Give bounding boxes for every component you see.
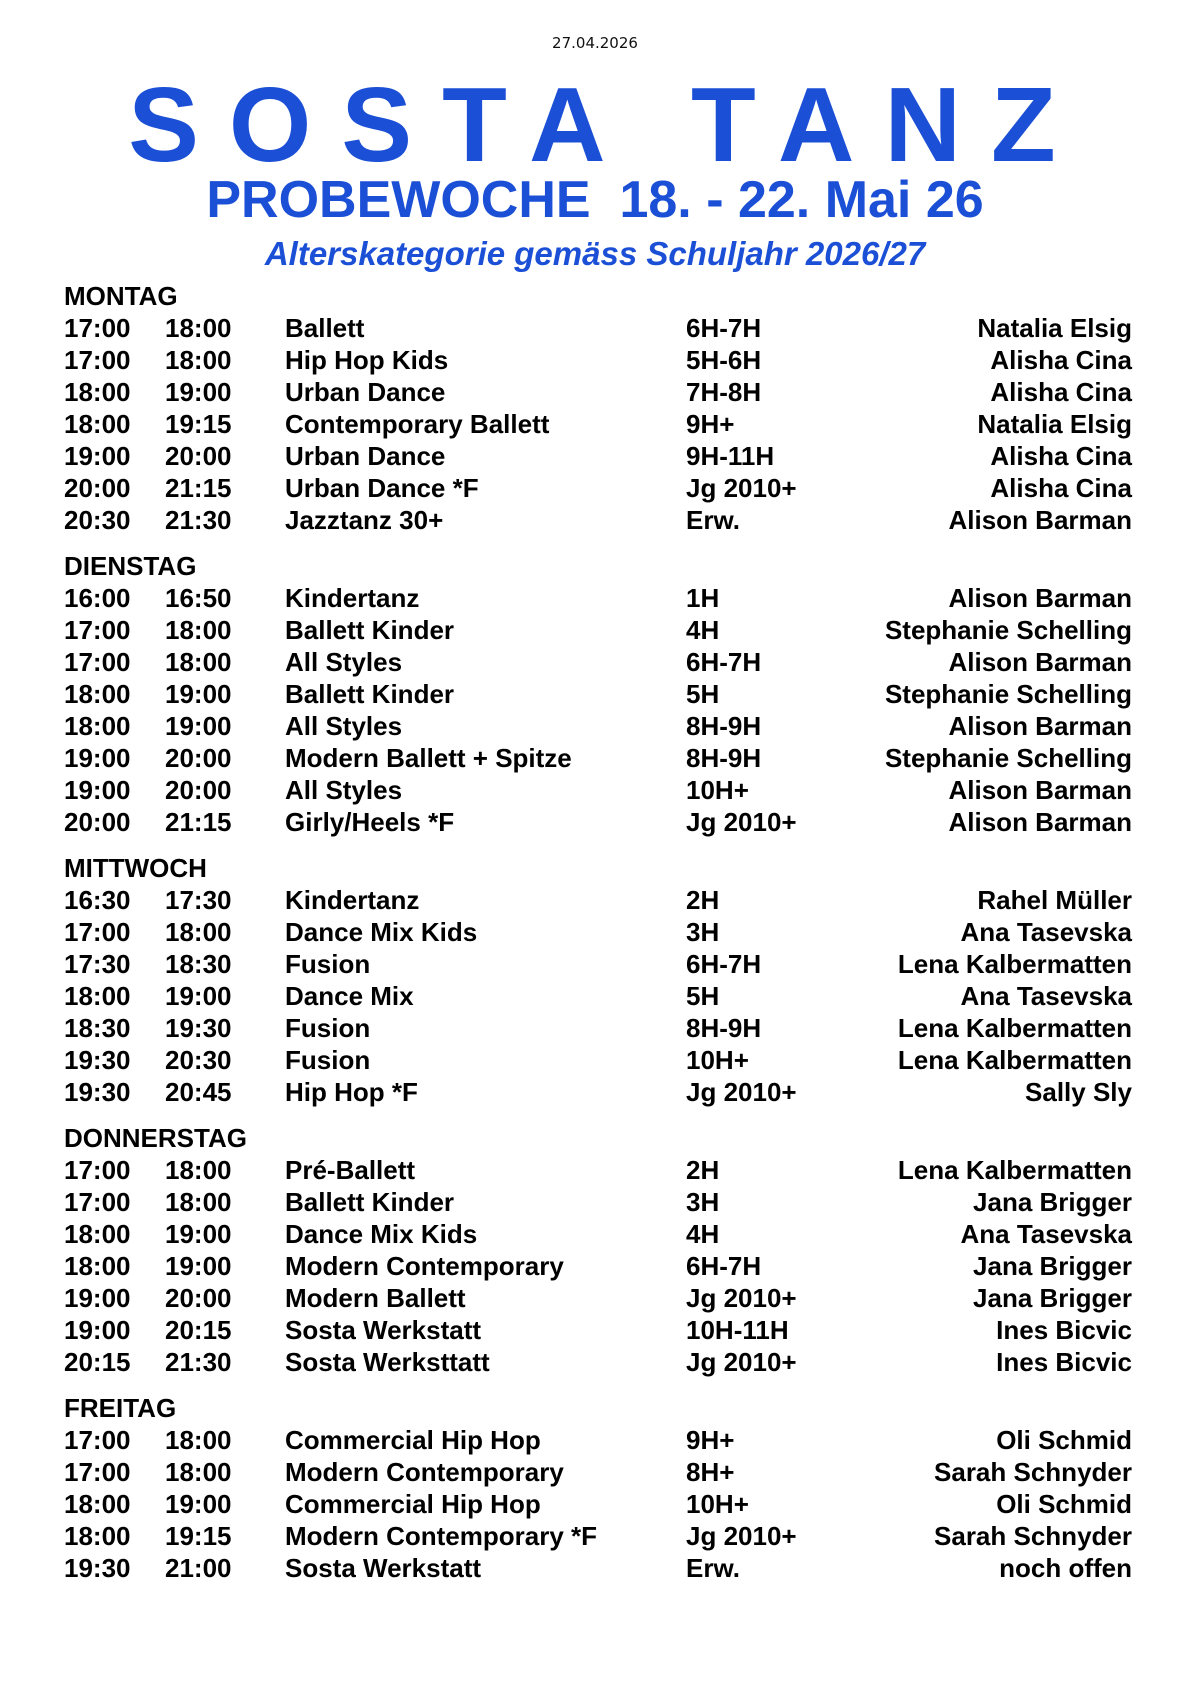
teacher-name: Sarah Schnyder bbox=[934, 1457, 1132, 1487]
class-row bbox=[64, 1314, 1136, 1346]
weekly-schedule bbox=[64, 280, 1136, 1598]
day-section-montag bbox=[64, 280, 1136, 536]
page-title: SOSTA TANZ bbox=[128, 66, 1086, 184]
class-row bbox=[64, 1520, 1136, 1552]
age-category: Jg 2010+ bbox=[686, 807, 797, 837]
end-time: 21:00 bbox=[165, 1553, 232, 1583]
end-time: 18:00 bbox=[165, 647, 232, 677]
start-time: 18:00 bbox=[64, 1489, 131, 1519]
start-time: 19:00 bbox=[64, 1283, 131, 1313]
class-row bbox=[64, 884, 1136, 916]
teacher-name: Alisha Cina bbox=[990, 473, 1132, 503]
teacher-name: Lena Kalbermatten bbox=[897, 1045, 1132, 1075]
course-name: Ballett Kinder bbox=[285, 615, 455, 645]
end-time: 19:00 bbox=[165, 377, 232, 407]
course-name: Contemporary Ballett bbox=[285, 409, 550, 439]
end-time: 20:45 bbox=[165, 1077, 232, 1107]
age-category: 9H+ bbox=[686, 1425, 735, 1455]
age-category: Jg 2010+ bbox=[686, 1077, 797, 1107]
age-category-note: Alterskategorie gemäss Schuljahr 2026/27 bbox=[264, 235, 926, 272]
end-time: 20:15 bbox=[165, 1315, 232, 1345]
class-row bbox=[64, 1250, 1136, 1282]
day-heading: FREITAG bbox=[64, 1393, 177, 1423]
start-time: 17:00 bbox=[64, 1187, 131, 1217]
teacher-name: Jana Brigger bbox=[973, 1187, 1132, 1217]
course-name: Pré-Ballett bbox=[285, 1155, 416, 1185]
start-time: 18:00 bbox=[64, 711, 131, 741]
start-time: 20:15 bbox=[64, 1347, 131, 1377]
start-time: 16:30 bbox=[64, 885, 131, 915]
teacher-name: Sarah Schnyder bbox=[934, 1521, 1132, 1551]
teacher-name: noch offen bbox=[999, 1553, 1132, 1583]
age-category: 6H-7H bbox=[686, 313, 762, 343]
start-time: 16:00 bbox=[64, 583, 131, 613]
class-row bbox=[64, 916, 1136, 948]
course-name: Modern Contemporary *F bbox=[285, 1521, 598, 1551]
teacher-name: Ana Tasevska bbox=[960, 1219, 1132, 1249]
course-name: All Styles bbox=[285, 647, 403, 677]
start-time: 17:00 bbox=[64, 1457, 131, 1487]
class-row bbox=[64, 1488, 1136, 1520]
age-category: Jg 2010+ bbox=[686, 1283, 797, 1313]
day-section-freitag bbox=[64, 1392, 1136, 1584]
start-time: 19:30 bbox=[64, 1553, 131, 1583]
age-category: 9H+ bbox=[686, 409, 735, 439]
age-category: 8H-9H bbox=[686, 711, 762, 741]
teacher-name: Ana Tasevska bbox=[960, 981, 1132, 1011]
course-name: Modern Contemporary bbox=[285, 1457, 564, 1487]
teacher-name: Stephanie Schelling bbox=[884, 615, 1132, 645]
start-time: 18:00 bbox=[64, 1251, 131, 1281]
age-category: 5H bbox=[686, 981, 720, 1011]
age-category: 2H bbox=[686, 1155, 720, 1185]
day-heading: MITTWOCH bbox=[64, 853, 207, 883]
class-row bbox=[64, 1186, 1136, 1218]
class-row bbox=[64, 440, 1136, 472]
age-category: 8H-9H bbox=[686, 1013, 762, 1043]
start-time: 19:00 bbox=[64, 775, 131, 805]
age-category: 5H bbox=[686, 679, 720, 709]
end-time: 19:00 bbox=[165, 1489, 232, 1519]
course-name: Commercial Hip Hop bbox=[285, 1489, 541, 1519]
teacher-name: Alisha Cina bbox=[990, 441, 1132, 471]
teacher-name: Natalia Elsig bbox=[977, 313, 1132, 343]
course-name: Modern Contemporary bbox=[285, 1251, 564, 1281]
end-time: 18:00 bbox=[165, 345, 232, 375]
course-name: Ballett Kinder bbox=[285, 679, 455, 709]
teacher-name: Jana Brigger bbox=[973, 1283, 1132, 1313]
start-time: 18:00 bbox=[64, 679, 131, 709]
start-time: 19:30 bbox=[64, 1045, 131, 1075]
start-time: 17:00 bbox=[64, 313, 131, 343]
class-row bbox=[64, 948, 1136, 980]
end-time: 20:00 bbox=[165, 775, 232, 805]
day-section-mittwoch bbox=[64, 852, 1136, 1108]
start-time: 19:30 bbox=[64, 1077, 131, 1107]
age-category: 8H+ bbox=[686, 1457, 735, 1487]
start-time: 17:00 bbox=[64, 1155, 131, 1185]
course-name: Sosta Werksttatt bbox=[285, 1347, 490, 1377]
teacher-name: Alison Barman bbox=[948, 505, 1132, 535]
course-name: Dance Mix Kids bbox=[285, 1219, 478, 1249]
age-category: 6H-7H bbox=[686, 647, 762, 677]
teacher-name: Stephanie Schelling bbox=[884, 743, 1132, 773]
class-row bbox=[64, 582, 1136, 614]
class-row bbox=[64, 1552, 1136, 1584]
course-name: Commercial Hip Hop bbox=[285, 1425, 541, 1455]
age-category: 5H-6H bbox=[686, 345, 762, 375]
age-category: 9H-11H bbox=[686, 441, 775, 471]
course-name: Fusion bbox=[285, 1013, 371, 1043]
course-name: Urban Dance *F bbox=[285, 473, 479, 503]
age-category: Erw. bbox=[686, 505, 740, 535]
teacher-name: Oli Schmid bbox=[996, 1425, 1132, 1455]
teacher-name: Lena Kalbermatten bbox=[897, 1013, 1132, 1043]
class-row bbox=[64, 678, 1136, 710]
day-heading: DONNERSTAG bbox=[64, 1123, 247, 1153]
teacher-name: Alison Barman bbox=[948, 711, 1132, 741]
class-row bbox=[64, 1154, 1136, 1186]
teacher-name: Ana Tasevska bbox=[960, 917, 1132, 947]
class-row bbox=[64, 504, 1136, 536]
course-name: All Styles bbox=[285, 711, 403, 741]
course-name: Girly/Heels *F bbox=[285, 807, 455, 837]
end-time: 16:50 bbox=[165, 583, 232, 613]
end-time: 21:30 bbox=[165, 505, 232, 535]
teacher-name: Rahel Müller bbox=[977, 885, 1132, 915]
age-category: 4H bbox=[686, 1219, 720, 1249]
end-time: 21:30 bbox=[165, 1347, 232, 1377]
class-row bbox=[64, 980, 1136, 1012]
class-row bbox=[64, 312, 1136, 344]
teacher-name: Alisha Cina bbox=[990, 377, 1132, 407]
end-time: 21:15 bbox=[165, 807, 232, 837]
age-category: Jg 2010+ bbox=[686, 473, 797, 503]
teacher-name: Alisha Cina bbox=[990, 345, 1132, 375]
start-time: 17:00 bbox=[64, 917, 131, 947]
class-row bbox=[64, 408, 1136, 440]
page-subtitle: PROBEWOCHE 18. - 22. Mai 26 bbox=[206, 171, 984, 229]
end-time: 19:00 bbox=[165, 679, 232, 709]
age-category: 6H-7H bbox=[686, 1251, 762, 1281]
end-time: 19:15 bbox=[165, 409, 232, 439]
teacher-name: Alison Barman bbox=[948, 807, 1132, 837]
class-row bbox=[64, 1012, 1136, 1044]
end-time: 18:00 bbox=[165, 917, 232, 947]
class-row bbox=[64, 646, 1136, 678]
end-time: 20:00 bbox=[165, 441, 232, 471]
teacher-name: Alison Barman bbox=[948, 647, 1132, 677]
start-time: 18:00 bbox=[64, 1521, 131, 1551]
start-time: 18:00 bbox=[64, 1219, 131, 1249]
document-date: 27.04.2026 bbox=[552, 34, 638, 52]
class-row bbox=[64, 1456, 1136, 1488]
start-time: 18:30 bbox=[64, 1013, 131, 1043]
class-row bbox=[64, 774, 1136, 806]
age-category: 10H-11H bbox=[686, 1315, 789, 1345]
age-category: 7H-8H bbox=[686, 377, 762, 407]
start-time: 19:00 bbox=[64, 441, 131, 471]
age-category: 10H+ bbox=[686, 1045, 749, 1075]
course-name: Fusion bbox=[285, 1045, 371, 1075]
start-time: 18:00 bbox=[64, 377, 131, 407]
course-name: Modern Ballett bbox=[285, 1283, 466, 1313]
end-time: 20:00 bbox=[165, 1283, 232, 1313]
age-category: 3H bbox=[686, 1187, 720, 1217]
teacher-name: Alison Barman bbox=[948, 775, 1132, 805]
class-row bbox=[64, 472, 1136, 504]
start-time: 17:00 bbox=[64, 1425, 131, 1455]
age-category: 6H-7H bbox=[686, 949, 762, 979]
age-category: Jg 2010+ bbox=[686, 1347, 797, 1377]
end-time: 19:00 bbox=[165, 1251, 232, 1281]
age-category: 10H+ bbox=[686, 1489, 749, 1519]
start-time: 18:00 bbox=[64, 981, 131, 1011]
start-time: 19:00 bbox=[64, 1315, 131, 1345]
end-time: 18:00 bbox=[165, 313, 232, 343]
course-name: Kindertanz bbox=[285, 583, 420, 613]
end-time: 18:00 bbox=[165, 1155, 232, 1185]
course-name: Hip Hop Kids bbox=[285, 345, 449, 375]
class-row bbox=[64, 344, 1136, 376]
age-category: Jg 2010+ bbox=[686, 1521, 797, 1551]
class-row bbox=[64, 806, 1136, 838]
day-section-donnerstag bbox=[64, 1122, 1136, 1378]
start-time: 18:00 bbox=[64, 409, 131, 439]
end-time: 18:00 bbox=[165, 1425, 232, 1455]
course-name: Dance Mix bbox=[285, 981, 414, 1011]
end-time: 18:00 bbox=[165, 615, 232, 645]
age-category: 8H-9H bbox=[686, 743, 762, 773]
course-name: All Styles bbox=[285, 775, 403, 805]
start-time: 20:30 bbox=[64, 505, 131, 535]
class-row bbox=[64, 1076, 1136, 1108]
teacher-name: Lena Kalbermatten bbox=[897, 1155, 1132, 1185]
end-time: 19:00 bbox=[165, 1219, 232, 1249]
start-time: 17:30 bbox=[64, 949, 131, 979]
end-time: 18:00 bbox=[165, 1457, 232, 1487]
class-row bbox=[64, 1044, 1136, 1076]
course-name: Sosta Werkstatt bbox=[285, 1553, 482, 1583]
course-name: Dance Mix Kids bbox=[285, 917, 478, 947]
class-row bbox=[64, 1346, 1136, 1378]
class-row bbox=[64, 1424, 1136, 1456]
age-category: 4H bbox=[686, 615, 720, 645]
age-category: 10H+ bbox=[686, 775, 749, 805]
end-time: 18:00 bbox=[165, 1187, 232, 1217]
class-row bbox=[64, 1218, 1136, 1250]
course-name: Hip Hop *F bbox=[285, 1077, 418, 1107]
end-time: 17:30 bbox=[165, 885, 232, 915]
end-time: 19:00 bbox=[165, 711, 232, 741]
course-name: Ballett Kinder bbox=[285, 1187, 455, 1217]
start-time: 17:00 bbox=[64, 345, 131, 375]
start-time: 20:00 bbox=[64, 807, 131, 837]
start-time: 20:00 bbox=[64, 473, 131, 503]
course-name: Kindertanz bbox=[285, 885, 420, 915]
age-category: 3H bbox=[686, 917, 720, 947]
class-row bbox=[64, 376, 1136, 408]
start-time: 17:00 bbox=[64, 647, 131, 677]
teacher-name: Ines Bicvic bbox=[996, 1315, 1132, 1345]
age-category: 2H bbox=[686, 885, 720, 915]
age-category: 1H bbox=[686, 583, 720, 613]
course-name: Urban Dance bbox=[285, 377, 446, 407]
day-heading: MONTAG bbox=[64, 281, 178, 311]
course-name: Modern Ballett + Spitze bbox=[285, 743, 572, 773]
end-time: 18:30 bbox=[165, 949, 232, 979]
end-time: 20:00 bbox=[165, 743, 232, 773]
course-name: Fusion bbox=[285, 949, 371, 979]
teacher-name: Alison Barman bbox=[948, 583, 1132, 613]
teacher-name: Oli Schmid bbox=[996, 1489, 1132, 1519]
class-row bbox=[64, 614, 1136, 646]
day-section-dienstag bbox=[64, 550, 1136, 838]
end-time: 21:15 bbox=[165, 473, 232, 503]
end-time: 20:30 bbox=[165, 1045, 232, 1075]
course-name: Ballett bbox=[285, 313, 365, 343]
course-name: Jazztanz 30+ bbox=[285, 505, 444, 535]
course-name: Sosta Werkstatt bbox=[285, 1315, 482, 1345]
class-row bbox=[64, 742, 1136, 774]
teacher-name: Stephanie Schelling bbox=[884, 679, 1132, 709]
class-row bbox=[64, 1282, 1136, 1314]
end-time: 19:30 bbox=[165, 1013, 232, 1043]
start-time: 19:00 bbox=[64, 743, 131, 773]
age-category: Erw. bbox=[686, 1553, 740, 1583]
teacher-name: Sally Sly bbox=[1025, 1077, 1132, 1107]
teacher-name: Natalia Elsig bbox=[977, 409, 1132, 439]
end-time: 19:00 bbox=[165, 981, 232, 1011]
start-time: 17:00 bbox=[64, 615, 131, 645]
day-heading: DIENSTAG bbox=[64, 551, 197, 581]
teacher-name: Ines Bicvic bbox=[996, 1347, 1132, 1377]
teacher-name: Lena Kalbermatten bbox=[897, 949, 1132, 979]
course-name: Urban Dance bbox=[285, 441, 446, 471]
teacher-name: Jana Brigger bbox=[973, 1251, 1132, 1281]
end-time: 19:15 bbox=[165, 1521, 232, 1551]
class-row bbox=[64, 710, 1136, 742]
